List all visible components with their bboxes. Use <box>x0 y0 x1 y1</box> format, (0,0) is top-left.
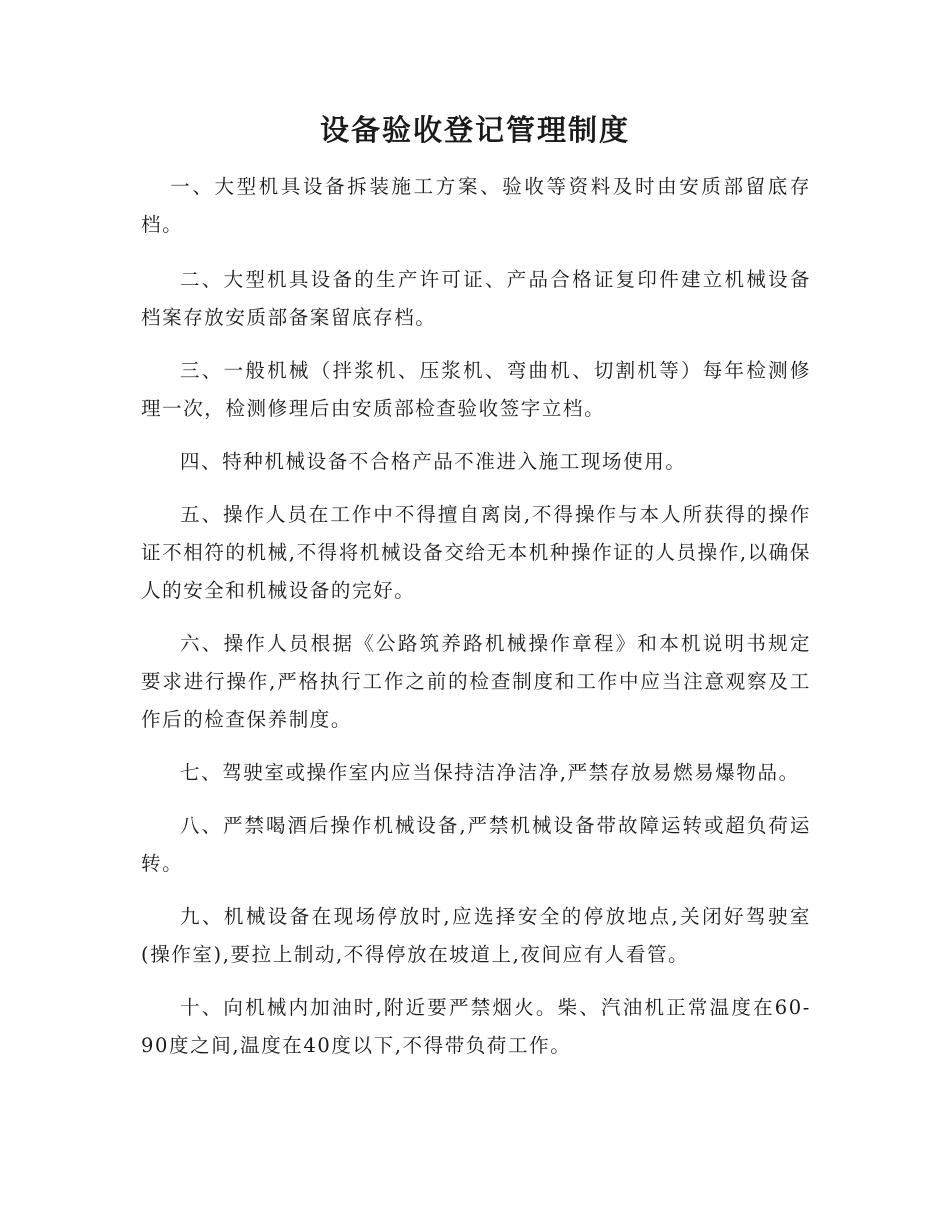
paragraph-7: 七、驾驶室或操作室内应当保持洁净洁净,严禁存放易燃易爆物品。 <box>180 761 800 784</box>
paragraph-3: 三、一般机械（拌浆机、压浆机、弯曲机、切割机等）每年检测修理一次，检测修理后由安质部检查验收签字立档。 <box>141 359 811 420</box>
paragraph-8: 八、严禁喝酒后操作机械设备,严禁机械设备带故障运转或超负荷运转。 <box>141 814 811 875</box>
paragraph-9: 九、机械设备在现场停放时,应选择安全的停放地点,关闭好驾驶室(操作室),要拉上制动,不得停放在坡道上,夜间应有人看管。 <box>141 905 811 966</box>
paragraph-4: 四、特种机械设备不合格产品不准进入施工现场使用。 <box>180 450 687 473</box>
paragraph-5: 五、操作人员在工作中不得擅自离岗,不得操作与本人所获得的操作证不相符的机械,不得将机械设备交给无本机种操作证的人员操作,以确保人的安全和机械设备的完好。 <box>141 503 811 602</box>
paragraph-10: 十、向机械内加油时,附近要严禁烟火。柴、汽油机正常温度在60-90度之间,温度在40度以下,不得带负荷工作。 <box>141 996 811 1057</box>
document-title: 设备验收登记管理制度 <box>319 113 630 147</box>
paragraph-1: 一、大型机具设备拆装施工方案、验收等资料及时由安质部留底存档。 <box>141 175 811 236</box>
paragraph-6: 六、操作人员根据《公路筑养路机械操作章程》和本机说明书规定要求进行操作,严格执行工作之前的检查制度和工作中应当注意观察及工作后的检查保养制度。 <box>141 632 811 731</box>
document-body <box>141 168 811 1080</box>
paragraph-2: 二、大型机具设备的生产许可证、产品合格证复印件建立机械设备档案存放安质部备案留底存档。 <box>141 268 811 329</box>
